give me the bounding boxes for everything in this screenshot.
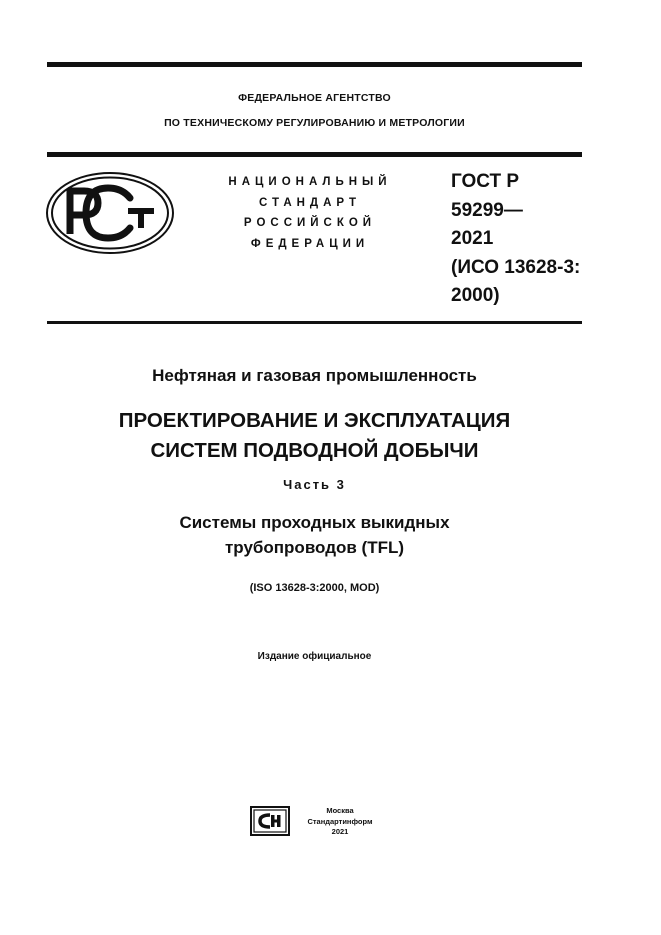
publisher-city: Москва	[326, 806, 354, 815]
document-subtitle-line2: трубопроводов (TFL)	[224, 538, 405, 557]
agency-name-line1: ФЕДЕРАЛЬНОЕ АГЕНТСТВО	[238, 92, 391, 104]
national-standard-label	[210, 172, 410, 254]
publisher-year: 2021	[331, 827, 349, 836]
header-bottom-rule	[47, 321, 582, 324]
document-subtitle-line1: Системы проходных выкидных	[179, 513, 450, 532]
standard-designation	[451, 168, 580, 311]
header-rule	[47, 152, 582, 157]
publisher-imprint	[300, 806, 380, 838]
national-standard-line3: РОССИЙСКОЙ	[243, 217, 377, 229]
publisher-name: Стандартинформ	[307, 816, 373, 826]
iso-reference: (ISO 13628-3:2000, MOD)	[249, 582, 380, 594]
agency-name-line2: ПО ТЕХНИЧЕСКОМУ РЕГУЛИРОВАНИЮ И МЕТРОЛОГИИ	[164, 117, 465, 129]
designation-line3: 2021	[451, 228, 494, 249]
edition-label: Издание официальное	[257, 651, 372, 662]
designation-line4: (ИСО 13628-3:	[451, 256, 581, 278]
document-title-line2: СИСТЕМ ПОДВОДНОЙ ДОБЫЧИ	[150, 439, 479, 462]
document-title-line1: ПРОЕКТИРОВАНИЕ И ЭКСПЛУАТАЦИЯ	[118, 409, 511, 432]
rst-certification-emblem-icon	[44, 170, 176, 256]
national-standard-line2: СТАНДАРТ	[259, 196, 361, 209]
national-standard-line4: ФЕДЕРАЦИИ	[250, 237, 370, 250]
designation-line5: 2000)	[451, 285, 500, 306]
part-number: Часть 3	[283, 477, 346, 492]
designation-line2: 59299—	[451, 199, 523, 221]
national-standard-line1: НАЦИОНАЛЬНЫЙ	[228, 176, 392, 188]
top-rule	[47, 62, 582, 67]
document-subtitle	[47, 510, 582, 560]
standartinform-logo-icon	[250, 806, 290, 836]
document-title	[47, 406, 582, 466]
designation-line1: ГОСТ Р	[451, 171, 520, 192]
industry-heading: Нефтяная и газовая промышленность	[152, 366, 477, 385]
